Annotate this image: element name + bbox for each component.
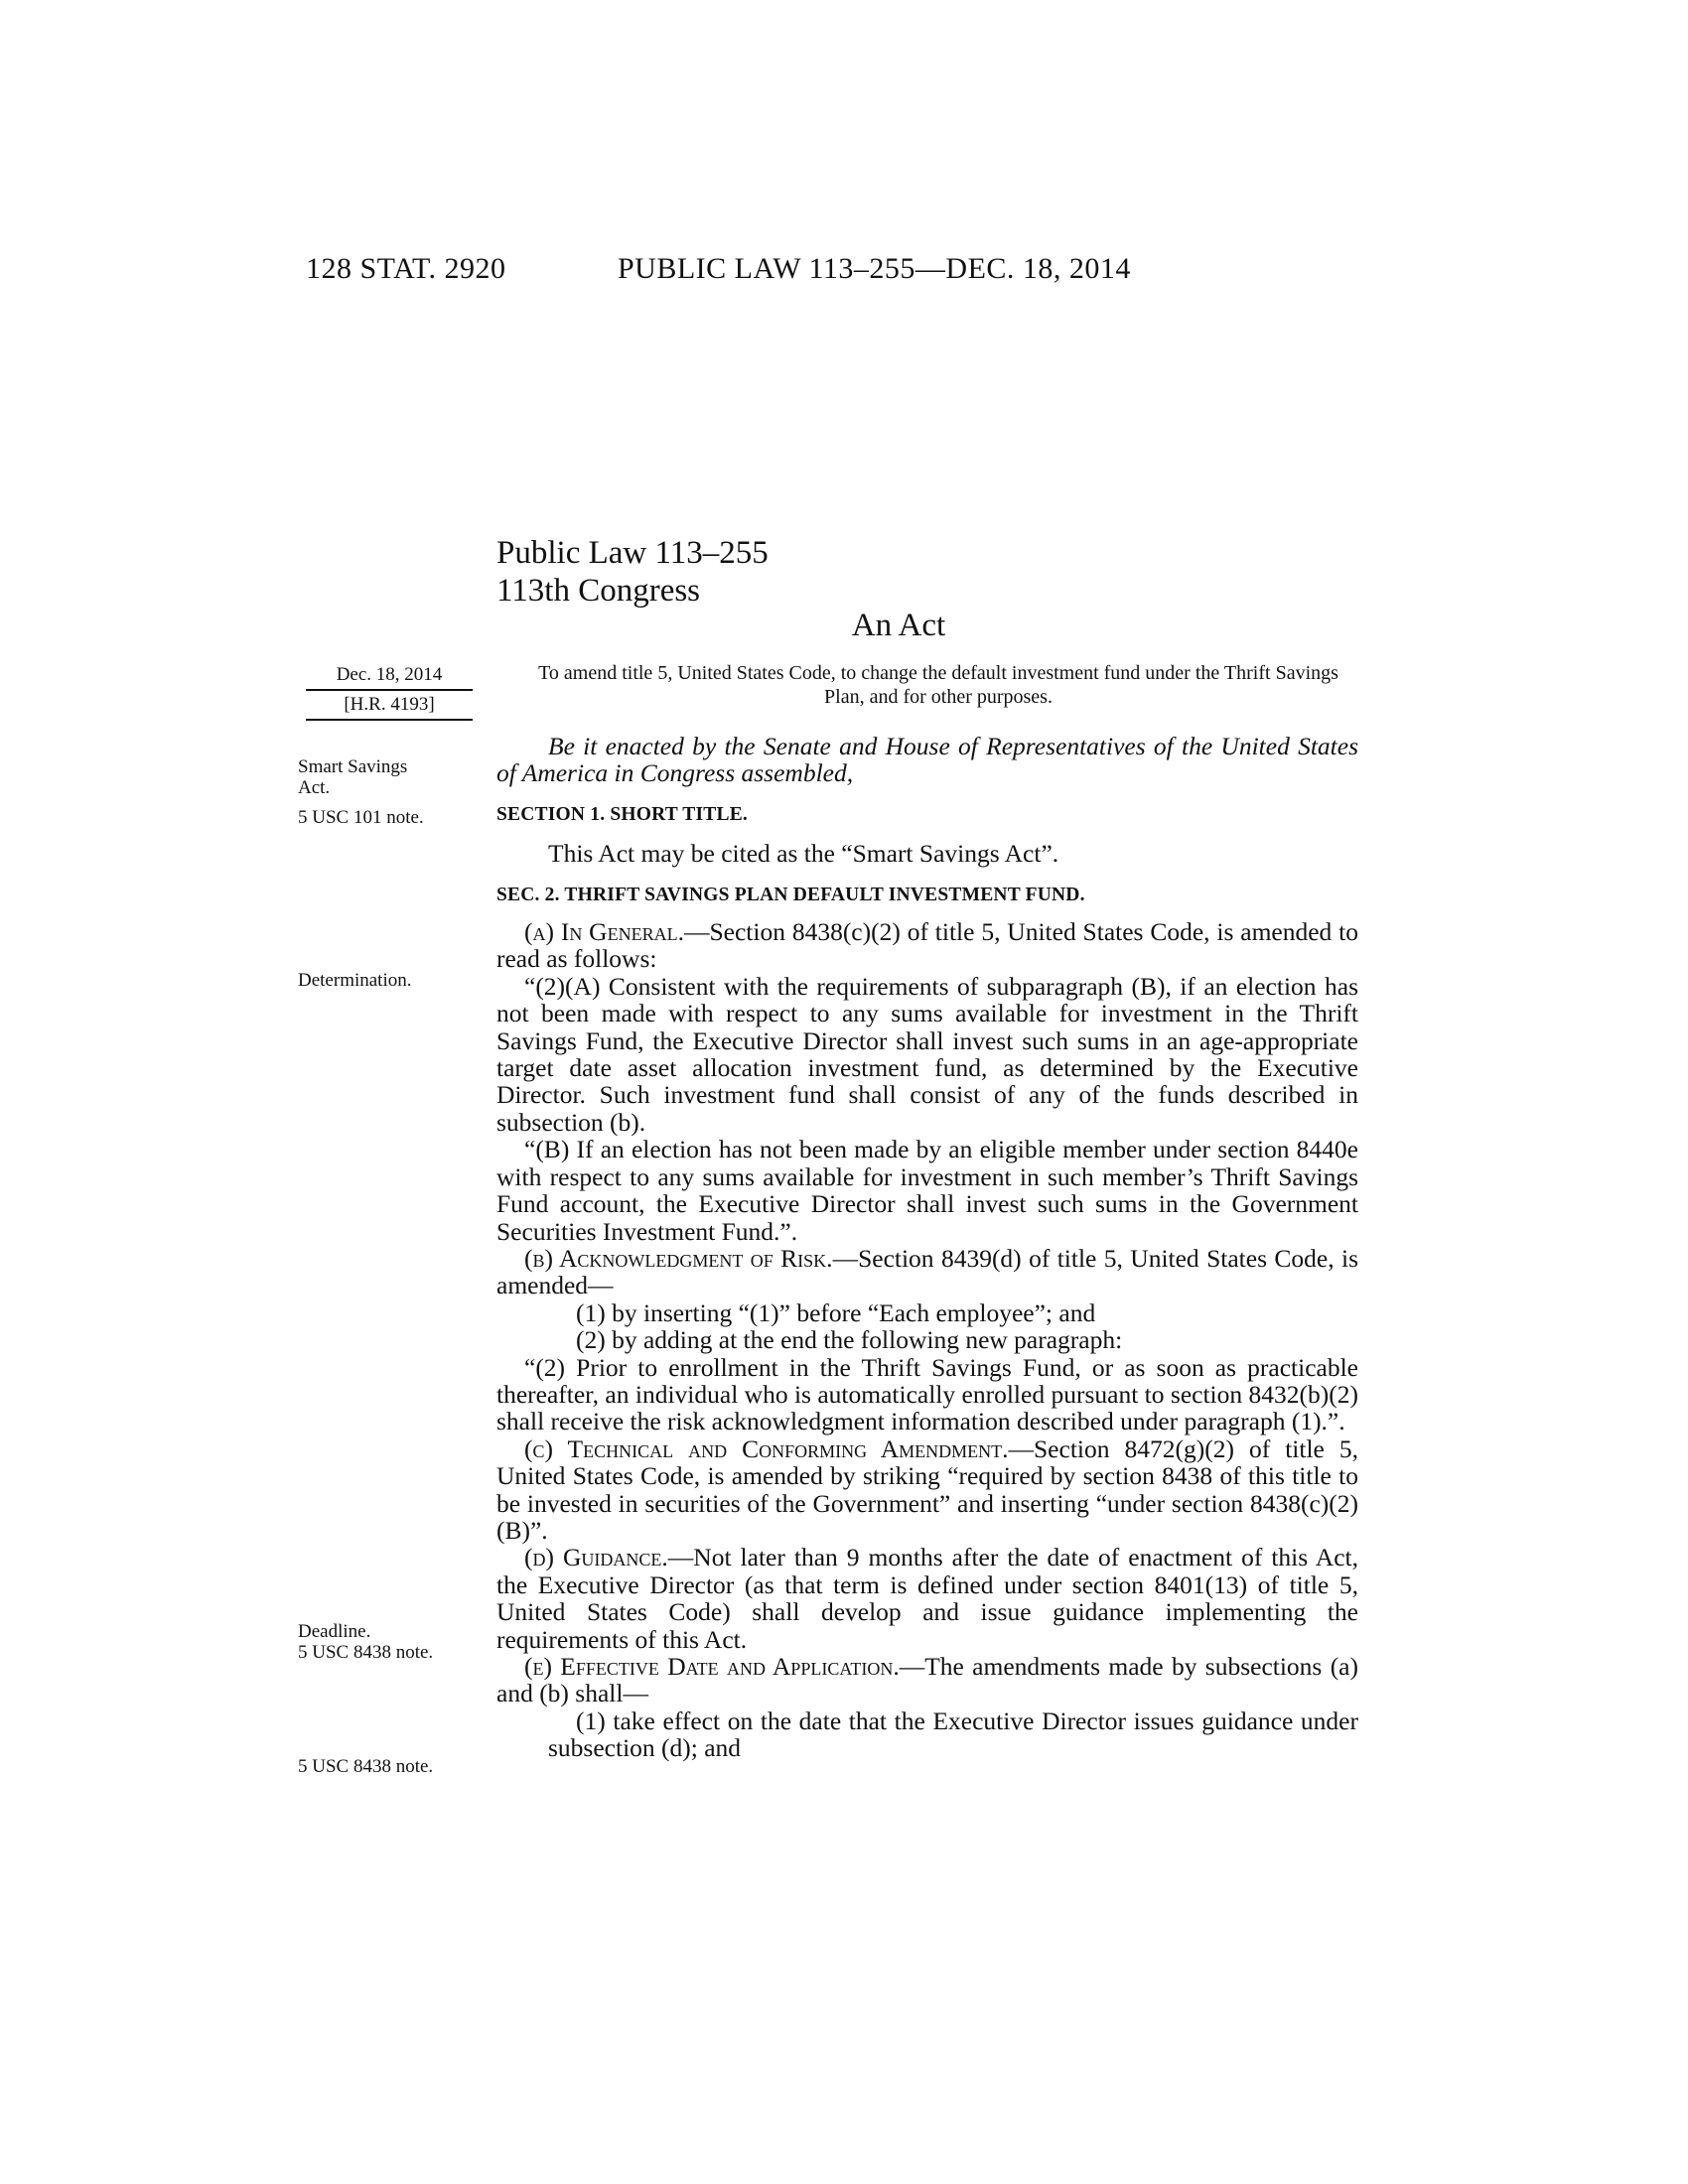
running-title: PUBLIC LAW 113–255—DEC. 18, 2014	[618, 252, 1131, 285]
margin-date: Dec. 18, 2014	[336, 664, 443, 685]
subsection-a	[496, 918, 1358, 973]
subsection-e-item-1: (1) take effect on the date that the Executive Director issues guidance under subsection (d); and	[548, 1706, 1358, 1763]
subsection-e-label: (e) Effective Date and Application.	[524, 1652, 900, 1681]
margin-divider-bottom	[306, 719, 473, 721]
subsection-a-text: —Section 8438(c)(2) of title 5, United States Code, is amended to read as follows:	[496, 917, 1358, 974]
subsection-b-item-2: (2) by adding at the end the following new paragraph:	[576, 1325, 1123, 1355]
margin-note-usc-101: 5 USC 101 note.	[298, 807, 424, 828]
subsection-b	[496, 1245, 1358, 1299]
subsection-b-quoted-paragraph: “(2) Prior to enrollment in the Thrift Savings Fund, or as soon as practicable thereafter, an individual who is automatically enrolled pursuant to section 8432(b)(2) shall receive the risk acknowledgment information described under paragraph (1).”.	[496, 1352, 1358, 1436]
subsection-b-item-1: (1) by inserting “(1)” before “Each employee”; and	[576, 1297, 1096, 1327]
margin-divider	[306, 689, 473, 691]
section-1-heading: SECTION 1. SHORT TITLE.	[496, 803, 748, 825]
page-citation: 128 STAT. 2920	[306, 252, 506, 285]
subsection-c-text: —Section 8472(g)(2) of title 5, United States Code, is amended by striking “required by section 8438 of this title to be invested in securities of the Government” and inserting “under section 8438(c)(2)(B)”.	[496, 1433, 1358, 1545]
law-title-block	[496, 534, 769, 610]
an-act-heading: An Act	[851, 608, 946, 643]
paragraph-2A: “(2)(A) Consistent with the requirements of subparagraph (B), if an election has not been made with respect to any sums available for investment in the Thrift Savings Fund, the Executive Director shall invest such sums in an age-appropriate target date asset allocation investment fund, as determined by the Executive Director. Such investment fund shall consist of any of the funds described in subsection (b).	[496, 971, 1358, 1137]
margin-note-usc-8438-a: 5 USC 8438 note.	[298, 1642, 434, 1663]
margin-note-short-title: Smart Savings Act.	[298, 756, 408, 798]
subsection-d-text: —Not later than 9 months after the date of enactment of this Act, the Executive Director (as that term is defined under section 8401(13) of title 5, United States Code) shall develop and issue guidance implementing the requirements of this Act.	[496, 1543, 1358, 1654]
act-purpose: To amend title 5, United States Code, to change the default investment fund under the Thrift Savings Plan, and for other purposes.	[538, 662, 1338, 708]
subsection-e-text: —The amendments made by subsections (a) and (b) shall—	[496, 1652, 1358, 1708]
subsection-b-label: (b) Acknowledgment of Risk.	[524, 1243, 833, 1273]
subsection-c-label: (c) Technical and Conforming Amendment.	[524, 1433, 1009, 1463]
law-number: Public Law 113–255	[496, 535, 769, 571]
enacting-clause: Be it enacted by the Senate and House of Representatives of the United States of America in Congress assembled,	[496, 732, 1358, 788]
margin-note-usc-8438-b: 5 USC 8438 note.	[298, 1756, 434, 1777]
congress: 113th Congress	[496, 573, 701, 609]
section-2-heading: SEC. 2. THRIFT SAVINGS PLAN DEFAULT INVESTMENT FUND.	[496, 884, 1085, 905]
act-body	[496, 733, 1358, 1762]
subsection-c	[496, 1435, 1358, 1545]
subsection-b-text: —Section 8439(d) of title 5, United States Code, is amended—	[496, 1243, 1358, 1300]
subsection-e	[496, 1653, 1358, 1707]
subsection-d-label: (d) Guidance.	[524, 1543, 668, 1572]
paragraph-2B: “(B) If an election has not been made by an eligible member under section 8440e with respect to any sums available for investment in such member’s Thrift Savings Fund account, the Executive Director shall invest such sums in the Government Securities Investment Fund.”.	[496, 1135, 1358, 1246]
margin-bill-number: [H.R. 4193]	[344, 694, 435, 715]
margin-date-block	[306, 663, 473, 721]
subsection-a-label: (a) In General.	[524, 917, 684, 947]
section-1-text: This Act may be cited as the “Smart Savings Act”.	[548, 839, 1059, 869]
subsection-d	[496, 1544, 1358, 1653]
margin-note-determination: Determination.	[298, 970, 412, 991]
margin-note-deadline: Deadline.	[298, 1621, 371, 1642]
